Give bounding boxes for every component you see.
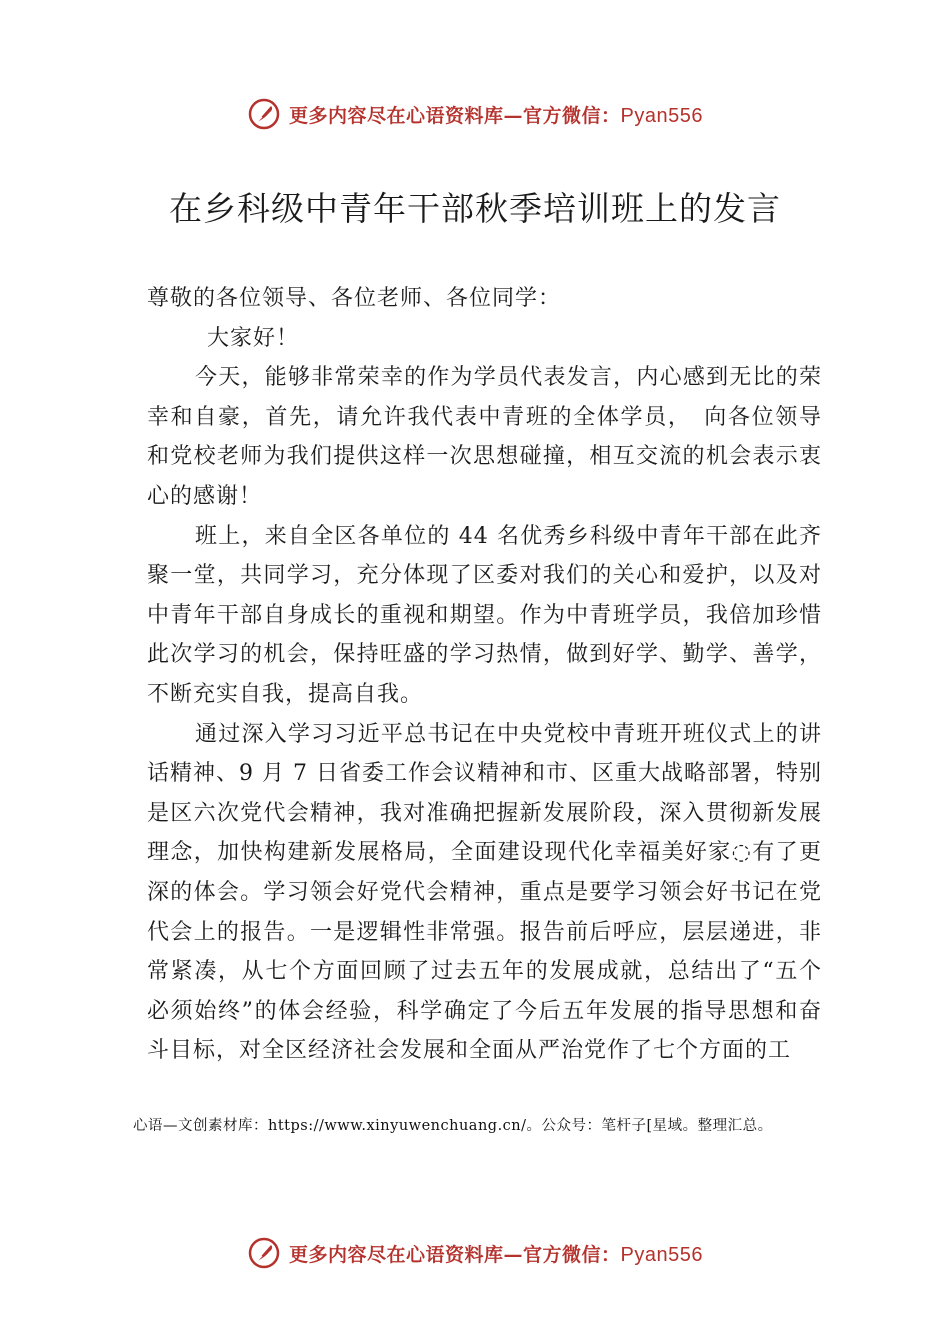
paragraph-3: 通过深入学习习近平总书记在中央党校中青班开班仪式上的讲话精神、9 月 7 日省委工作会议精神和市、区重大战略部署，特别是区六次党代会精神，我对准确把握新发展阶段，深入贯彻新发展理念，加快构建新发展格局，全面建设现代化幸福美好家◌有了更深的体会。学习领会好党代会精神，重点是要学习领会好书记在党代会上的报告。一是逻辑性非常强。报告前后呼应，层层递进，非常紧凑，从七个方面回顾了过去五年的发展成就，总结出了“五个必须始终”的体会经验，科学确定了今后五年发展的指导思想和奋斗目标，对全区经济社会发展和全面从严治党作了七个方面的工	[147, 721, 822, 1064]
quill-pen-logo-icon	[247, 1236, 281, 1270]
wechat-id: Pyan556	[620, 104, 703, 127]
banner-text	[289, 1240, 703, 1267]
banner-label: 更多内容尽在心语资料库—官方微信：	[289, 104, 621, 127]
salutation: 尊敬的各位领导、各位老师、各位同学：	[147, 286, 562, 311]
paragraph-1: 今天，能够非常荣幸的作为学员代表发言，内心感到无比的荣幸和自豪，首先，请允许我代表中青班的全体学员， 向各位领导和党校老师为我们提供这样一次思想碰撞，相互交流的机会表示衷心的感谢！	[147, 365, 822, 509]
greeting: 大家好！	[207, 325, 300, 351]
footer-banner	[0, 1233, 950, 1273]
document-title: 在乡科级中青年干部秋季培训班上的发言	[169, 189, 781, 228]
document-body	[147, 279, 822, 1071]
wechat-id: Pyan556	[620, 1243, 703, 1266]
banner-label: 更多内容尽在心语资料库—官方微信：	[289, 1243, 621, 1266]
banner-text	[289, 101, 703, 128]
quill-pen-logo-icon	[247, 97, 281, 131]
footer-note: 心语—文创素材库：https://www.xinyuwenchuang.cn/。公众号：笔杆子[星域。整理汇总。	[133, 1118, 773, 1134]
paragraph-2: 班上，来自全区各单位的 44 名优秀乡科级中青年干部在此齐聚一堂，共同学习，充分体现了区委对我们的关心和爱护，以及对中青年干部自身成长的重视和期望。作为中青班学员，我倍加珍惜此次学习的机会，保持旺盛的学习热情，做到好学、勤学、善学，不断充实自我，提高自我。	[147, 523, 822, 707]
header-banner	[0, 94, 950, 134]
